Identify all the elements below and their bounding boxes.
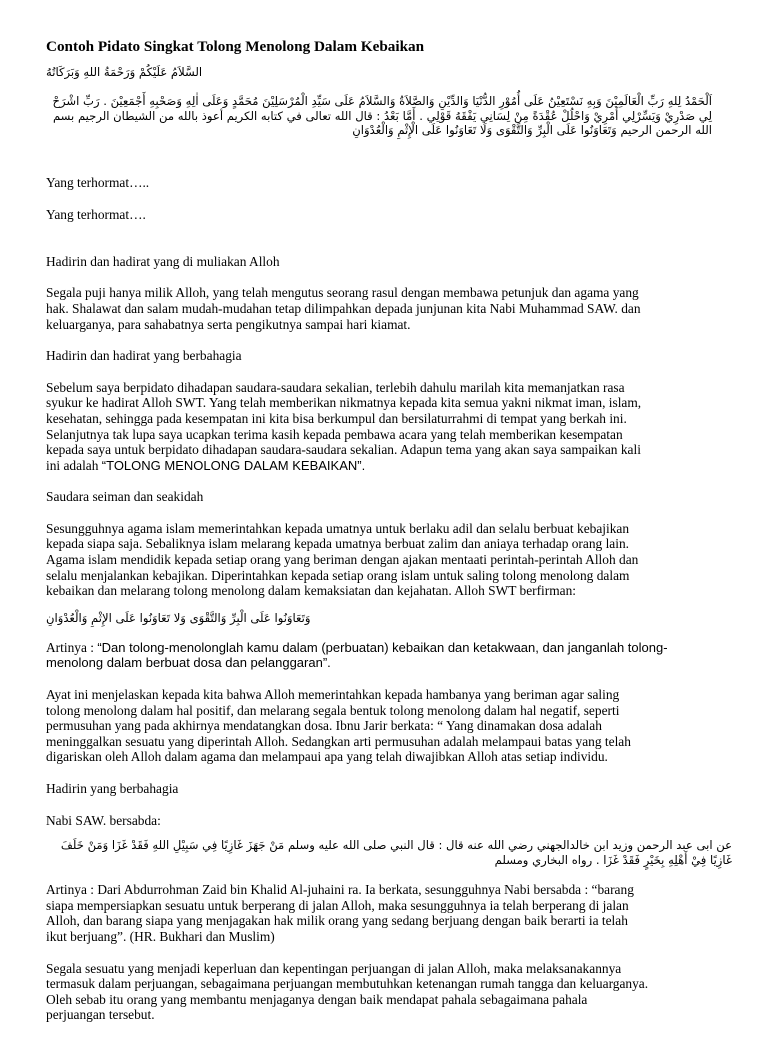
salutation-paragraph-4: Hadirin yang berbahagia: [46, 781, 179, 796]
salutation-paragraph-2: Hadirin dan hadirat yang berbahagia: [46, 348, 242, 364]
hadith-meaning-paragraph: Artinya : Dari Abdurrohman Zaid bin Khalid Al-juhaini ra. Ia berkata, sesungguhnya Nabi bersabda : “barang siapa mempersiapkan sesuatu untuk berperang di jalan Alloh, maka sesungguhnya ia telah berperang di jalan Alloh, dan barang siapa yang menjagakan hak milik orang yang sedang berjuang dengan baik berarti ia telah ikut berjuang”. (HR. Bukhari dan Muslim): [46, 882, 634, 944]
islam-teaching-paragraph: Sesungguhnya agama islam memerintahkan kepada umatnya untuk berlaku adil dan selalu berbuat kebajikan kepada siapa saja. Sebaliknya islam melarang kepada umatnya berbuat zalim dan aniaya terhadap orang lain. Agama islam mendidik kepada setiap orang yang beriman dengan ajakan mentaati perintah-perintah Alloh dan selalu menjalankan kebajikan. Diperintahkan kepada setiap orang islam untuk saling tolong menolong dalam kebaikan dan melarang tolong menolong dalam kemaksiatan dan kejahatan. Alloh SWT berfirman:: [46, 520, 639, 599]
verse-explanation-paragraph: Ayat ini menjelaskan kepada kita bahwa Alloh memerintahkan kepada hambanya yang beriman agar saling tolong menolong dalam hal positif, dan melarang segala bentuk tolong menolong dalam hal negatif, seperti permusuhan yang pada akhirnya mendatangkan dosa. Ibnu Jarir berkata: “ Yang dinamakan dosa adalah meninggalkan sesuatu yang diperintah Alloh. Sedangkan arti permusuhan adalah melampaui batas yang telah digariskan oleh Alloh dalam agama dan melampaui apa yang telah diwajibkan Alloh atas setiap individu.: [46, 687, 631, 765]
document-page: [46, 38, 732, 1039]
praise-paragraph: Segala puji hanya milik Alloh, yang telah mengutus seorang rasul dengan membawa petunjuk dan agama yang hak. Shalawat dan salam mudah-mudahan tetap dilimpahkan depada junjunan kita Nabi Muhammad SAW. dan keluarganya, para sahabatnya serta pengikutnya sampai hari kiamat.: [46, 285, 641, 332]
arabic-opening-prayer: اَلْحَمْدُ لِلهِ رَبِّ الْعَالَمِيْنَ وَبِهِ نَسْتَعِيْنُ عَلَى أُمُوْرِ الدُّنْيَا وَالدِّيْنِ وَالصَّلاَةُ وَالسَّلاَمُ عَلَى سَيِّدِ الْمُرْسَلِيْنَ مُحَمَّدٍ وَعَلَى اٰلِهِ وَصَحْبِهِ أَجْمَعِيْنَ . رَبِّ اشْرَحْ لِي صَدْرِيْ وَيَسِّرْلِي أَمْرِيْ وَاحْلُلْ عُقْدَةً مِنْ لِسَانِي يَفْقَهُ قَوْلِي . أَمَّا بَعْدُ : قال الله تعالى في كتابه الكريم أعوذ بالله من الشيطان الرجيم بسم الله الرحمن الرحيم وَتَعَاوَنُوا عَلَى الْبِرِّ وَالتَّقْوَى وَلَا تَعَاوَنُوا عَلَى الْإِثْمِ وَالْعُدْوَانِ: [52, 94, 712, 138]
hadith-intro: Nabi SAW. bersabda:: [46, 812, 161, 828]
verse-meaning-paragraph: [46, 640, 732, 671]
arabic-hadith: عن ابى عبد الرحمن وزيد ابن خالدالجهني رضي الله عنه قال : قال النبي صلى الله عليه وسلم مَنْ جَهَزَ غَازِيًا فِي سَبِيْلِ اللهِ فَقَدْ غَزَا وَمَنْ خَلَفَ غَازِيًا فِيْ أَهْلِهِ بِخَيْرٍ فَقَدْ غَزَا . رواه البخاري ومسلم: [60, 838, 732, 868]
salutation-paragraph: Hadirin dan hadirat yang di muliakan Alloh: [46, 253, 280, 269]
salutation-paragraph-3: Saudara seiman dan seakidah: [46, 489, 204, 505]
honorific-lines: [46, 160, 732, 238]
opening-paragraph: [46, 380, 732, 474]
closing-paragraph: Segala sesuatu yang menjadi keperluan dan kepentingan perjuangan di jalan Alloh, maka melaksanakannya termasuk dalam perjuangan, sebagaimana perjuangan membutuhkan ketenangan rumah tangga dan keluarganya. Oleh sebab itu orang yang membantu menjaganya dengan baik mendapat pahala sebagaimana pahala perjuangan tersebut.: [46, 960, 649, 1023]
speech-theme: “TOLONG MENOLONG DALAM KEBAIKAN”.: [101, 457, 366, 473]
opening-paragraph-text: Sebelum saya berpidato dihadapan saudara-saudara sekalian, terlebih dahulu marilah kita memanjatkan rasa syukur ke hadirat Alloh SWT. Yang telah memberikan nikmatnya kepada kita semua yakni nikmat iman, islam, kesehatan, sehingga pada kesempatan ini kita bisa berkumpul dan bersilaturrahmi di tempat yang berkah ini. Selanjutnya tak lupa saya ucapkan terima kasih kepada pembawa acara yang telah memberikan kesempatan kepada saya untuk berpidato dihadapan saudara-saudara sekalian. Adapun tema yang akan saya sampaikan kali ini adalah: [46, 379, 642, 473]
arabic-greeting: السَّلاَمُ عَلَيْكُمْ وَرَحْمَةُ اللهِ وَبَرَكَاتُهُ: [46, 65, 203, 79]
verse-meaning-text: “Dan tolong-menolonglah kamu dalam (perbuatan) kebaikan dan ketakwaan, dan janganlah tolong- menolong dalam berbuat dosa dan pelanggaran”.: [46, 639, 668, 671]
honorific-line-1: Yang terhormat…..: [46, 175, 150, 191]
arabic-quran-verse: وَتَعَاوَنُوا عَلَى الْبِرِّ وَالتَّقْوَى وَلا تَعَاوَنُوا عَلَى الإِثْمِ وَالْعُدْوَانِ: [46, 610, 311, 625]
document-title: Contoh Pidato Singkat Tolong Menolong Dalam Kebaikan: [46, 38, 425, 55]
verse-meaning-prefix: Artinya :: [46, 639, 98, 655]
honorific-line-2: Yang terhormat….: [46, 206, 146, 222]
